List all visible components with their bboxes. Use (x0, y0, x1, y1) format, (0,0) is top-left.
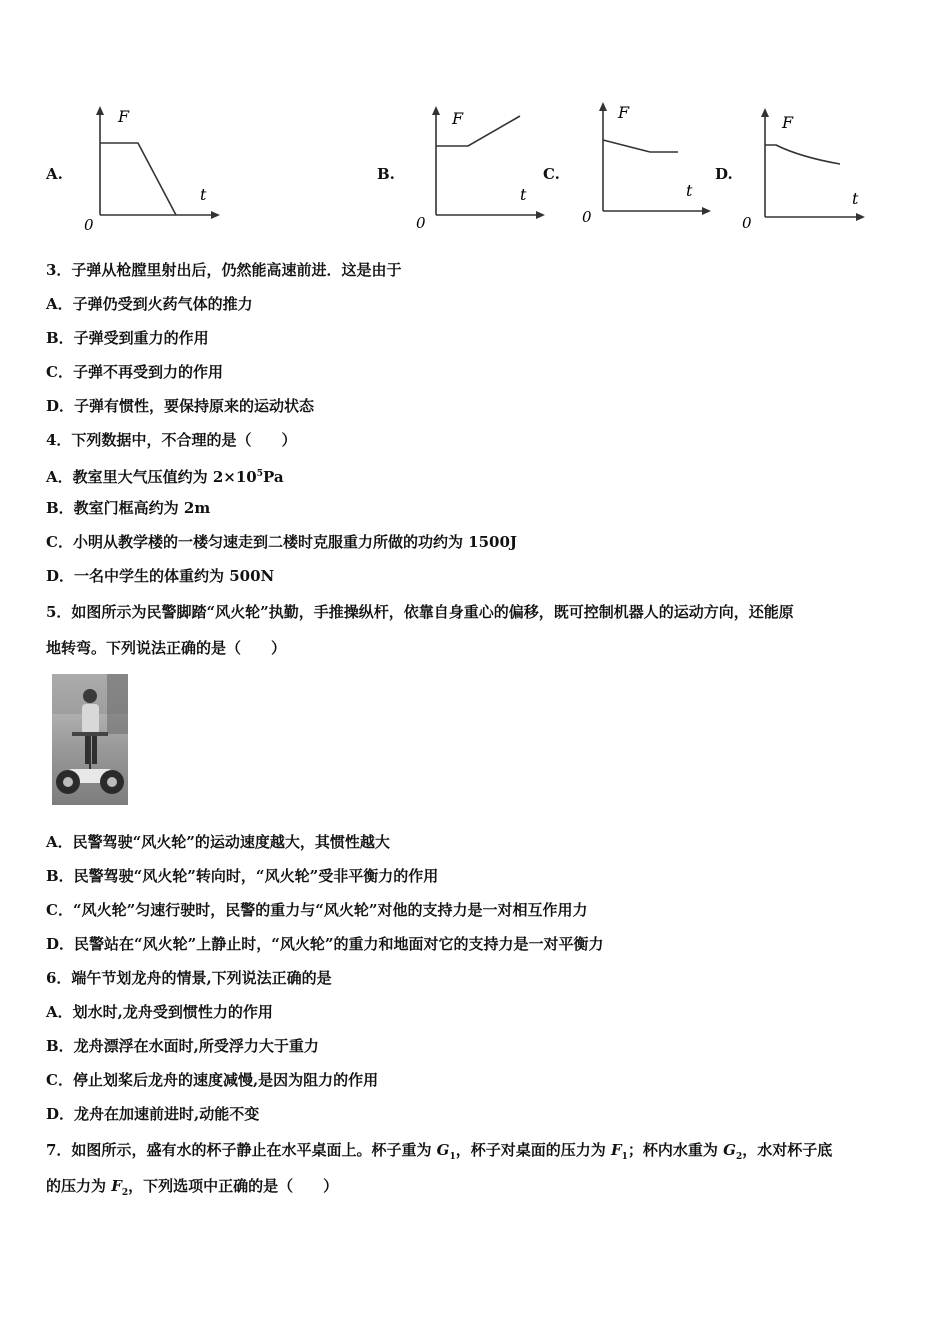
q4-option-a-unit: Pa (263, 468, 284, 486)
q7-var-g: G (436, 1141, 450, 1159)
graph-c-origin: 0 (582, 208, 592, 226)
graph-d-axis-y: F (782, 113, 794, 132)
graph-b (412, 100, 552, 235)
graph-a-origin: 0 (84, 216, 94, 234)
q6-option-a: A．划水时,龙舟受到惯性力的作用 (46, 1003, 273, 1021)
graph-d (740, 102, 880, 237)
graph-b-axis-y: F (452, 109, 464, 128)
q5-stem-line1: 5．如图所示为民警脚踏“风火轮”执勤，手推操纵杆，依靠自身重心的偏移，既可控制机器人的运动方向，还能原 (46, 603, 794, 621)
q4-stem: 4．下列数据中，不合理的是（ ） (46, 431, 297, 449)
graph-b-origin: 0 (416, 214, 426, 232)
q5-option-a: A．民警驾驶“风火轮”的运动速度越大，其惯性越大 (46, 833, 390, 851)
q7-text: ，下列选项中正确的是（ ） (128, 1177, 339, 1195)
graph-d-axis-x: t (852, 189, 859, 208)
q5-option-c: C．“风火轮”匀速行驶时，民警的重力与“风火轮”对他的支持力是一对相互作用力 (46, 901, 588, 919)
q4-option-a (46, 464, 284, 487)
q3-option-d: D．子弹有惯性，要保持原来的运动状态 (46, 397, 315, 415)
q7-text: 7．如图所示，盛有水的杯子静止在水平桌面上。杯子重为 (46, 1141, 437, 1159)
q6-stem: 6．端午节划龙舟的情景,下列说法正确的是 (46, 969, 332, 987)
q7-text: ，杯子对桌面的压力为 (455, 1141, 611, 1159)
police-segway-photo (52, 674, 128, 805)
graph-c (578, 96, 718, 231)
q7-var-f: F (111, 1177, 122, 1195)
q6-option-c: C．停止划桨后龙舟的速度减慢,是因为阻力的作用 (46, 1071, 379, 1089)
option-d-label: D. (715, 165, 733, 183)
q4-option-c: C．小明从教学楼的一楼匀速走到二楼时克服重力所做的功约为 1500J (46, 533, 518, 551)
option-b-label: B. (377, 165, 395, 183)
graph-a (78, 100, 228, 235)
q3-option-a: A．子弹仍受到火药气体的推力 (46, 295, 253, 313)
q7-text: ；杯内水重为 (627, 1141, 724, 1159)
graph-a-axis-y: F (118, 107, 130, 126)
q7-sub: 2 (121, 1188, 129, 1198)
q4-option-a-exponent: 5 (256, 469, 264, 479)
q3-option-c: C．子弹不再受到力的作用 (46, 363, 223, 381)
option-a-label: A. (46, 165, 63, 183)
graph-d-curve (765, 145, 840, 164)
q7-var-g: G (723, 1141, 736, 1159)
q7-sub: 1 (621, 1152, 628, 1162)
graph-a-curve (100, 143, 176, 215)
q7-stem-line2 (46, 1176, 338, 1203)
graph-d-origin: 0 (742, 214, 752, 232)
q4-option-a-text: A．教室里大气压值约为 2×10 (46, 468, 257, 486)
q5-option-d: D．民警站在“风火轮”上静止时，“风火轮”的重力和地面对它的支持力是一对平衡力 (46, 935, 604, 953)
q3-option-b: B．子弹受到重力的作用 (46, 329, 209, 347)
q7-text: 的压力为 (46, 1177, 112, 1195)
q6-option-d: D．龙舟在加速前进时,动能不变 (46, 1105, 260, 1123)
q4-option-d: D．一名中学生的体重约为 500N (46, 567, 275, 585)
q7-sub: 1 (449, 1152, 456, 1162)
q4-option-b: B．教室门框高约为 2m (46, 499, 211, 517)
graph-c-axis-y: F (618, 103, 630, 122)
q6-option-b: B．龙舟漂浮在水面时,所受浮力大于重力 (46, 1037, 319, 1055)
graph-c-axis-x: t (686, 181, 693, 200)
q7-text: ，水对杯子底 (742, 1141, 833, 1159)
q7-stem-line1 (46, 1140, 832, 1167)
q7-sub: 2 (735, 1152, 743, 1162)
graph-b-curve (436, 116, 520, 146)
option-c-label: C. (543, 165, 560, 183)
graph-a-axis-x: t (200, 185, 207, 204)
graph-b-axis-x: t (520, 185, 527, 204)
q7-var-f: F (610, 1141, 622, 1159)
q5-stem-line2: 地转弯。下列说法正确的是（ ） (46, 639, 287, 657)
graph-c-curve (603, 140, 678, 152)
q3-stem: 3．子弹从枪膛里射出后，仍然能高速前进．这是由于 (46, 261, 402, 279)
q5-option-b: B．民警驾驶“风火轮”转向时，“风火轮”受非平衡力的作用 (46, 867, 439, 885)
